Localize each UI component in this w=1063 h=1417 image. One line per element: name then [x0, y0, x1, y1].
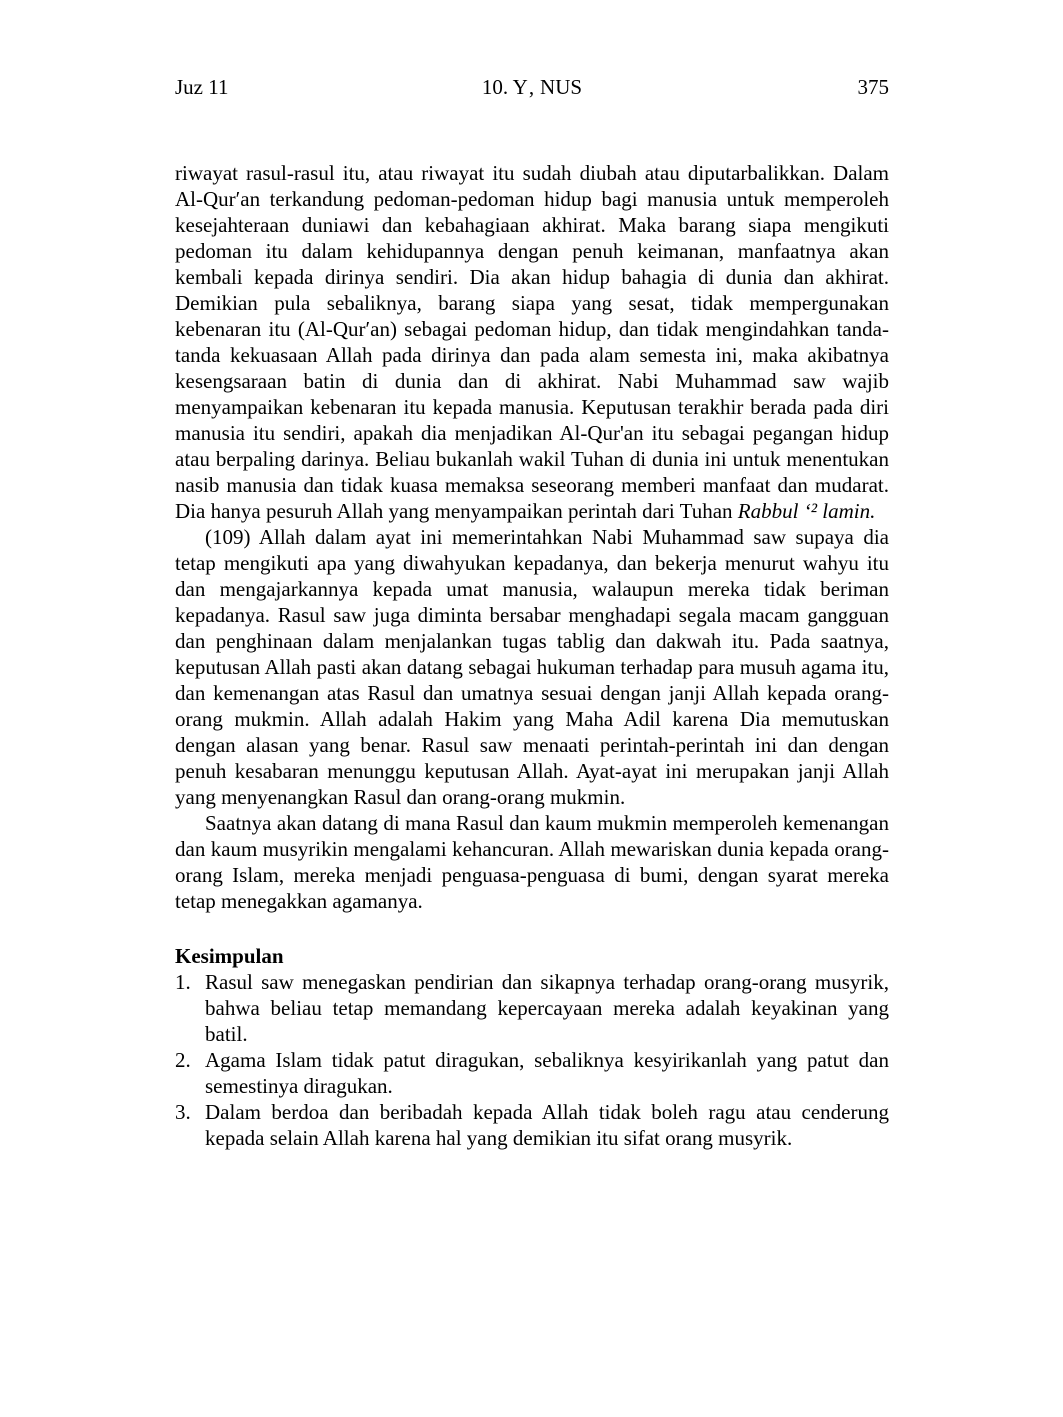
- paragraph-text: riwayat rasul-rasul itu, atau riwayat itu sudah diubah atau diputarbalikkan. Dalam Al-Qur′an terkandung pedoman-pedoman hidup bagi manusia untuk memperoleh kesejahteraan duniawi dan kebahagiaan akhirat. Maka barang siapa mengikuti pedoman itu dalam kehidupannya dengan penuh keimanan, manfaatnya akan kembali kepada dirinya sendiri. Dia akan hidup bahagia di dunia dan akhirat. Demikian pula sebaliknya, barang siapa yang sesat, tidak mempergunakan kebenaran itu (Al-Qur′an) sebagai pedoman hidup, dan tidak mengindahkan tanda-tanda kekuasaan Allah pada dirinya dan pada alam semesta ini, maka akibatnya kesengsaraan batin di dunia dan di akhirat. Nabi Muhammad saw wajib menyampaikan kebenaran itu kepada manusia. Keputusan terakhir berada pada diri manusia itu sendiri, apakah dia menjadikan Al-Qur'an itu sebagai pegangan hidup atau berpaling darinya. Beliau bukanlah wakil Tuhan di dunia ini untuk menentukan nasib manusia dan tidak kuasa memaksa seseorang memberi manfaat dan mudarat. Dia hanya pesuruh Allah yang menyampaikan perintah dari Tuhan: [175, 161, 889, 523]
- page-header: [175, 74, 889, 100]
- header-juz-label: Juz 11: [175, 75, 229, 99]
- page-content: [175, 74, 889, 1151]
- paragraph: [175, 810, 889, 914]
- header-page-number: 375: [857, 75, 889, 99]
- paragraph-text: Saatnya akan datang di mana Rasul dan kaum mukmin memperoleh kemenangan dan kaum musyrikin mengalami kehancuran. Allah mewariskan dunia kepada orang-orang Islam, mereka menjadi penguasa-penguasa di bumi, dengan syarat mereka tetap menegakkan agamanya.: [175, 811, 889, 913]
- body-text: [175, 160, 889, 1151]
- conclusion-item-number: 3.: [175, 1100, 191, 1124]
- conclusion-heading: Kesimpulan: [175, 944, 284, 968]
- conclusion-item-text: Dalam berdoa dan beribadah kepada Allah tidak boleh ragu atau cenderung kepada selain Allah karena hal yang demikian itu sifat orang musyrik.: [205, 1100, 889, 1150]
- conclusion-item: [175, 1099, 889, 1151]
- conclusion-item-text: Rasul saw menegaskan pendirian dan sikapnya terhadap orang-orang musyrik, bahwa beliau tetap memandang kepercayaan mereka adalah keyakinan yang batil.: [205, 970, 889, 1046]
- conclusion-section: [175, 943, 889, 1151]
- paragraph-text: (109) Allah dalam ayat ini memerintahkan Nabi Muhammad saw supaya dia tetap mengikuti apa yang diwahyukan kepadanya, dan bekerja menurut wahyu itu dan mengajarkannya kepada umat manusia, walaupun mereka tidak beriman kepadanya. Rasul saw juga diminta bersabar menghadapi segala macam gangguan dan penghinaan dalam menjalankan tugas tablig dan dakwah itu. Pada saatnya, keputusan Allah pasti akan datang sebagai hukuman terhadap para musuh agama itu, dan kemenangan atas Rasul dan umatnya sesuai dengan janji Allah kepada orang-orang mukmin. Allah adalah Hakim yang Maha Adil karena Dia memutuskan dengan alasan yang benar. Rasul saw menaati perintah-perintah ini dan dengan penuh kesabaran menunggu keputusan Allah. Ayat-ayat ini merupakan janji Allah yang menyenangkan Rasul dan orang-orang mukmin.: [175, 525, 889, 809]
- paragraph: [175, 524, 889, 810]
- conclusion-item-number: 2.: [175, 1048, 191, 1072]
- conclusion-list: [175, 969, 889, 1151]
- paragraph-text-italic: Rabbul ‘² lamin.: [737, 499, 876, 523]
- conclusion-item: [175, 1047, 889, 1099]
- conclusion-item-text: Agama Islam tidak patut diragukan, sebaliknya kesyirikanlah yang patut dan semestinya diragukan.: [205, 1048, 889, 1098]
- header-surah-title: 10. Y‚ NUS: [481, 75, 583, 99]
- conclusion-item: [175, 969, 889, 1047]
- paragraphs: [175, 160, 889, 914]
- paragraph: [175, 160, 889, 524]
- conclusion-item-number: 1.: [175, 970, 191, 994]
